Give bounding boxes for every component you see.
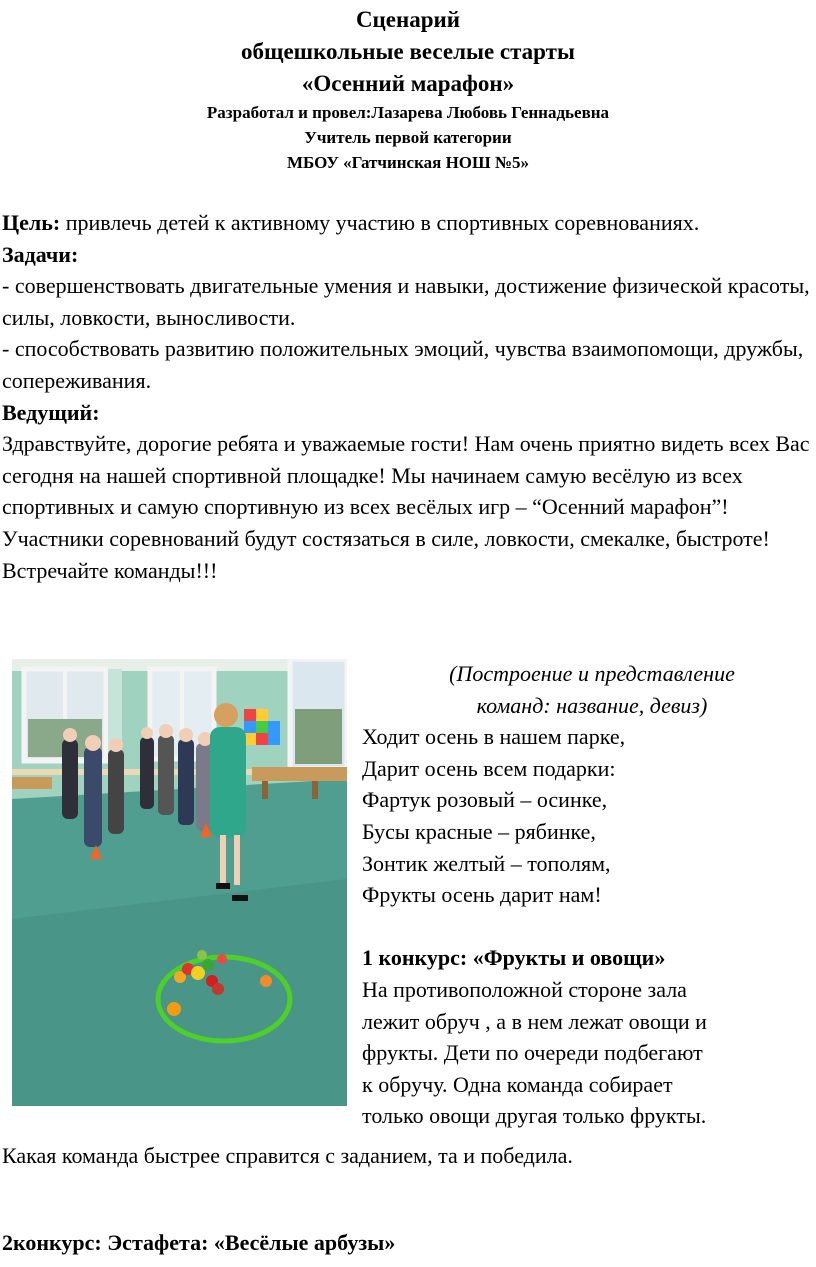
poem-line: Зонтик желтый – тополям, (362, 850, 611, 876)
host-label: Ведущий: (2, 399, 100, 425)
contest1-line: к обручу. Одна команда собирает (362, 1071, 673, 1097)
intro-section (2, 207, 812, 586)
poem-line: Фрукты осень дарит нам! (362, 882, 602, 908)
spacer-line (362, 911, 812, 943)
caption-line-1: (Построение и представление (449, 661, 735, 686)
caption-line-2: команд: название, девиз) (476, 692, 708, 718)
contest1-line: На противоположной стороне зала (362, 976, 687, 1002)
contest1-continuation: Какая команда быстрее справится с заданием, та и победила. (2, 1143, 573, 1168)
contest1-line: лежит обруч , а в нем лежат овощи и (362, 1008, 707, 1034)
task-item-2: - способствовать развитию положительных эмоций, чувства взаимопомощи, дружбы, сопереживания. (2, 336, 804, 393)
poem-line: Дарит осень всем подарки: (362, 755, 616, 781)
header-line-3: «Осенний марафон» (301, 71, 515, 96)
contest2-title: 2конкурс: Эстафета: «Весёлые арбузы» (2, 1230, 396, 1255)
gym-photo (12, 659, 347, 1106)
header-author: Разработал и провел:Лазарева Любовь Геннадьевна (206, 103, 610, 122)
task-item-1: - совершенствовать двигательные умения и навыки, достижение физической красоты, силы, ловкости, выносливости. (2, 273, 810, 330)
poem-line: Бусы красные – рябинке, (362, 818, 596, 844)
poem-line: Фартук розовый – осинке, (362, 787, 608, 813)
header-line-1: Сценарий (355, 7, 461, 32)
goal-paragraph (2, 207, 812, 239)
contest1-title: 1 конкурс: «Фрукты и овощи» (362, 945, 666, 971)
gym-photo-illustration (12, 659, 347, 1106)
document-header (0, 4, 816, 175)
header-line-2: общешкольные веселые старты (241, 39, 575, 64)
contest1-line: фрукты. Дети по очереди подбегают (362, 1040, 703, 1066)
goal-text: привлечь детей к активному участию в спортивных соревнованиях. (60, 210, 700, 235)
contest1-line: только овощи другая только фрукты. (362, 1103, 707, 1129)
poem-line: Ходит осень в нашем парке, (362, 724, 626, 750)
header-position: Учитель первой категории (304, 128, 512, 147)
tasks-label: Задачи: (2, 241, 79, 267)
header-school: МБОУ «Гатчинская НОШ №5» (286, 153, 530, 172)
host-speech: Здравствуйте, дорогие ребята и уважаемые гости! Нам очень приятно видеть всех Вас сегодня на нашей спортивной площадке! Мы начинаем самую весёлую из всех спортивных и самую спортивную из всех весёлых игр – “Осенний марафон”! Участники соревнований будут состязаться в силе, ловкости, смекалке, быстроте! Встречайте команды!!! (2, 431, 810, 583)
goal-label: Цель: (2, 210, 61, 235)
right-column (362, 658, 812, 1132)
